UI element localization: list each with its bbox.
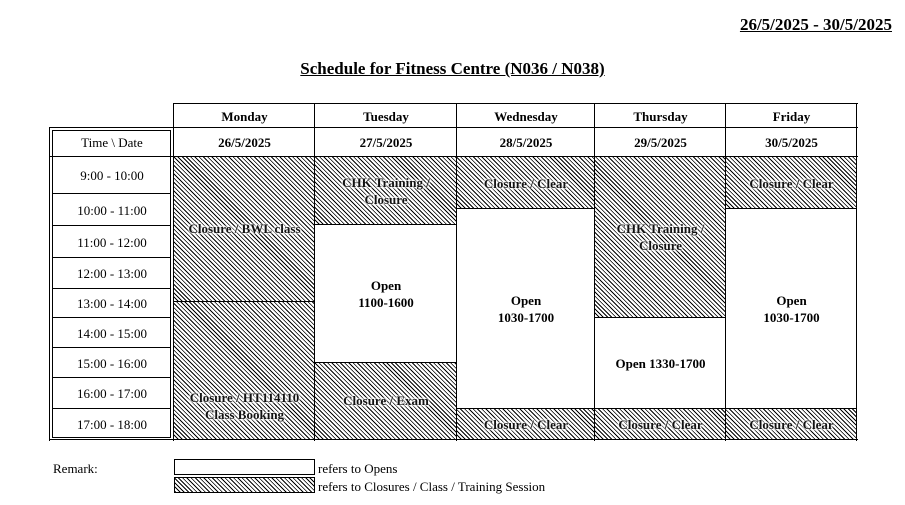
header-date-wednesday: 28/5/2025 (499, 135, 553, 150)
header-date-thursday: 29/5/2025 (634, 135, 687, 150)
time-slot: 13:00 - 14:00 (76, 296, 148, 311)
block-label: Closure / Clear (749, 175, 834, 191)
wednesday-block-closure (457, 409, 595, 440)
grid-line (53, 408, 170, 409)
date-range: 26/5/2025 - 30/5/2025 (739, 15, 892, 34)
header-day-friday: Friday (772, 108, 811, 124)
grid-line (52, 130, 171, 131)
grid-line (173, 103, 174, 441)
time-slot: 11:00 - 12:00 (77, 234, 147, 250)
block-hours: 1030-1700 (497, 310, 555, 325)
friday-block-open (726, 209, 857, 409)
header-day-monday: Monday (221, 108, 268, 124)
legend-closure-swatch (174, 477, 315, 493)
time-slot: 16:00 - 17:00 (76, 386, 148, 401)
grid-line (314, 103, 315, 441)
grid-line (53, 257, 170, 258)
grid-line (53, 377, 170, 378)
thursday-block-closure (595, 409, 726, 440)
grid-line (53, 317, 170, 318)
wednesday-block-closure (457, 157, 595, 209)
grid-line (49, 127, 858, 128)
grid-line (170, 130, 171, 438)
block-label: Open (370, 278, 402, 293)
block-label: Closure / Clear (618, 417, 703, 432)
time-slot: 10:00 - 11:00 (77, 202, 147, 218)
grid-line (725, 208, 857, 209)
grid-line (53, 193, 170, 194)
grid-line (594, 103, 595, 441)
legend-closure-text: refers to Closures / Class / Training Session (318, 479, 546, 494)
block-label: Closure / Clear (483, 417, 569, 432)
grid-line (314, 224, 457, 225)
block-label: Open 1330-1700 (615, 356, 706, 371)
grid-line (53, 225, 170, 226)
grid-line (725, 408, 857, 409)
friday-block-closure (726, 409, 857, 440)
header-day-tuesday: Tuesday (363, 108, 409, 124)
grid-line (53, 288, 170, 289)
block-label: Open (776, 293, 807, 308)
grid-line (49, 439, 858, 440)
block-label: CHK Training / Closure (616, 220, 705, 253)
page-title: Schedule for Fitness Centre (N036 / N038) (300, 59, 605, 78)
time-slot: 17:00 - 18:00 (76, 417, 148, 432)
block-label: Closure / BWL class (188, 221, 301, 236)
block-label: Closure / Clear (483, 175, 569, 191)
tuesday-block-closure (315, 157, 457, 225)
grid-line (725, 103, 726, 441)
corner-header: Time \ Date (81, 135, 143, 150)
time-slot: 15:00 - 16:00 (76, 355, 148, 371)
friday-block-closure (726, 157, 857, 209)
monday-block-closure (174, 302, 315, 440)
time-slot: 12:00 - 13:00 (76, 266, 148, 281)
legend-open-swatch (174, 459, 315, 475)
tuesday-block-open (315, 225, 457, 363)
block-label: Closure / Clear (749, 417, 834, 432)
header-date-friday: 30/5/2025 (765, 135, 818, 150)
header-date-tuesday: 27/5/2025 (359, 135, 413, 150)
grid-line (52, 130, 53, 438)
grid-line (53, 347, 170, 348)
wednesday-block-open (457, 209, 595, 409)
block-label: Closure / Exam (343, 393, 429, 408)
grid-line (856, 103, 857, 441)
header-day-thursday: Thursday (633, 108, 688, 124)
grid-line (49, 127, 50, 441)
grid-line (173, 103, 858, 104)
block-label: Open (510, 293, 542, 308)
block-label: CHK Training / Closure (342, 175, 430, 207)
header-day-wednesday: Wednesday (494, 108, 558, 124)
grid-line (594, 408, 726, 409)
monday-block-closure (174, 157, 315, 302)
block-hours: 1100-1600 (358, 295, 414, 310)
block-label: Closure / HT114110 Class Booking (189, 390, 300, 422)
tuesday-block-closure (315, 363, 457, 440)
header-date-monday: 26/5/2025 (218, 135, 271, 150)
grid-line (456, 103, 457, 441)
thursday-block-closure (595, 157, 726, 318)
time-slot: 14:00 - 15:00 (76, 325, 148, 341)
legend-open-text: refers to Opens (318, 461, 398, 476)
grid-line (314, 362, 457, 363)
grid-line (456, 408, 595, 409)
grid-line (456, 208, 595, 209)
grid-line (173, 301, 315, 302)
grid-line (594, 317, 726, 318)
thursday-block-open (595, 318, 726, 409)
remark-label: Remark: (53, 461, 98, 476)
grid-line (52, 437, 171, 438)
time-slot: 9:00 - 10:00 (80, 168, 144, 183)
block-hours: 1030-1700 (763, 310, 820, 325)
